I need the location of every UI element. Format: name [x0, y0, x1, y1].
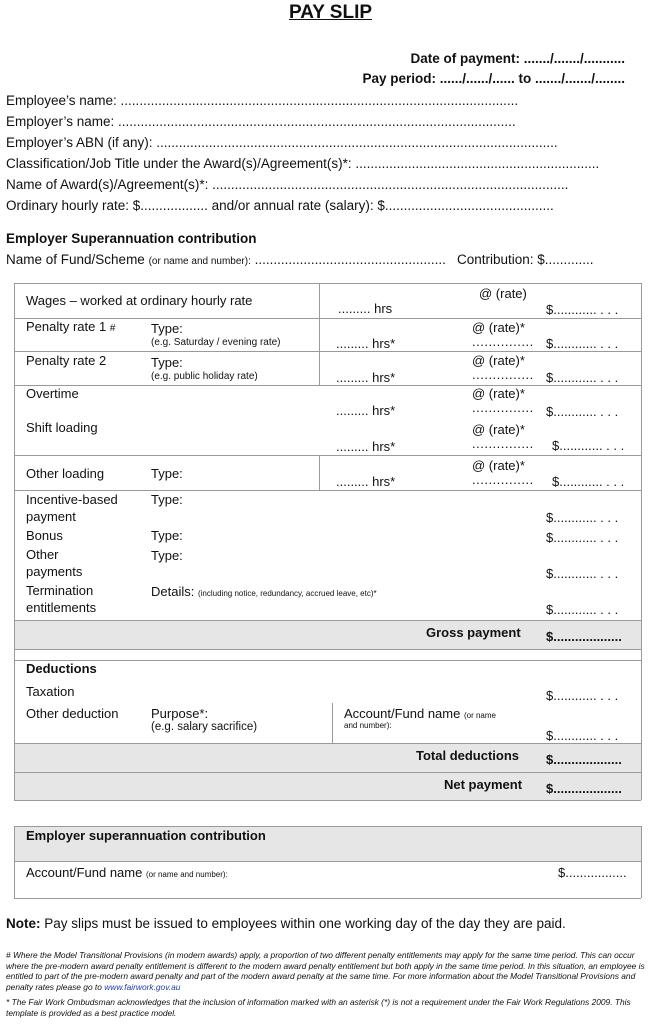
incentive-label: Incentive-based: [26, 492, 118, 507]
gross-payment-amount[interactable]: $...................: [546, 629, 622, 644]
incentive-label-2: payment: [26, 509, 76, 524]
page-title: PAY SLIP: [288, 2, 373, 23]
other-loading-type-field[interactable]: Type:: [151, 466, 183, 481]
purpose-example: (e.g. salary sacrifice): [151, 721, 258, 733]
note-text: Note: Pay slips must be issued to employees within one working day of the day they are paid.: [6, 916, 566, 931]
penalty2-rate-label: @ (rate)*: [472, 353, 525, 368]
penalty2-type-field[interactable]: Type:: [151, 355, 183, 370]
wages-rate-label: @ (rate): [479, 286, 527, 301]
other-loading-rate-field[interactable]: ...............: [472, 472, 534, 487]
overtime-rate-field[interactable]: ...............: [472, 400, 534, 415]
fund-scheme-field[interactable]: [6, 252, 446, 267]
bonus-type-field[interactable]: Type:: [151, 528, 183, 543]
overtime-hrs-field[interactable]: ......... hrs*: [336, 403, 396, 418]
deductions-heading: Deductions: [26, 661, 97, 676]
employee-name-field[interactable]: Employee’s name: ..........................................................................................................: [6, 93, 519, 108]
penalty1-type-field[interactable]: Type:: [151, 321, 183, 336]
wages-label: Wages – worked at ordinary hourly rate: [26, 293, 253, 308]
hourly-rate-field[interactable]: Ordinary hourly rate: $.................. and/or annual rate (salary): $.............................................: [6, 198, 554, 213]
contribution-field[interactable]: Contribution: $.............: [457, 252, 594, 267]
taxation-label: Taxation: [26, 684, 75, 699]
super-amount-field[interactable]: $.................: [558, 865, 627, 880]
total-deductions-amount[interactable]: $...................: [546, 752, 622, 767]
award-name-field[interactable]: Name of Award(s)/Agreement(s)*: ...............................................................................................: [6, 177, 569, 192]
termination-details-small: (including notice, redundancy, accrued leave, etc)*: [197, 589, 377, 598]
overtime-label: Overtime: [26, 386, 79, 401]
other-loading-hrs-field[interactable]: ......... hrs*: [336, 474, 396, 489]
account-small: (or name: [463, 711, 496, 720]
penalty2-rate-field[interactable]: ...............: [472, 367, 534, 382]
purpose-field[interactable]: Purpose*:: [151, 706, 209, 721]
other-deduction-label: Other deduction: [26, 706, 119, 721]
fairwork-link[interactable]: www.fairwork.gov.au: [104, 981, 181, 992]
footnote-hash: # Where the Model Transitional Provisions (in modern awards) apply, a proportion of two different penalty entitlements may apply for the same time period. This can occur where the pre-modern award penalty entitlement is different to the modern award penalty entitlement but both apply in the same time period. In this situation, an employee is entitled to part of the pre-modern award penalty and part of the modern award penalty at the same time. For more information about the Model Transitional Provisions and penalty rates please go to www.fairwork.gov.au: [6, 950, 645, 992]
penalty1-amount-field[interactable]: $............ . . .: [546, 336, 619, 351]
super-account-field[interactable]: Account/Fund name (or name and number):: [26, 865, 228, 880]
incentive-type-field[interactable]: Type:: [151, 492, 183, 507]
other-loading-label: Other loading: [26, 466, 105, 481]
other-payments-label-2: payments: [26, 564, 83, 579]
hash-mark: #: [109, 323, 116, 334]
bonus-label: Bonus: [26, 528, 63, 543]
penalty1-example: (e.g. Saturday / evening rate): [151, 337, 281, 348]
shift-loading-label: Shift loading: [26, 420, 98, 435]
other-loading-rate-label: @ (rate)*: [472, 458, 525, 473]
penalty2-label: Penalty rate 2: [26, 353, 107, 368]
total-deductions-label: Total deductions: [416, 748, 520, 763]
super-account-small: (or name and number):: [145, 870, 228, 879]
wages-hrs-field[interactable]: ......... hrs: [338, 301, 393, 316]
other-payments-label: Other: [26, 547, 59, 562]
account-small-2: and number):: [344, 721, 392, 730]
other-payments-type-field[interactable]: Type:: [151, 548, 183, 563]
gross-payment-label: Gross payment: [426, 625, 521, 640]
other-deduction-amount-field[interactable]: $............ . . .: [546, 728, 619, 743]
penalty1-rate-field[interactable]: ...............: [472, 334, 534, 349]
note-label: Note:: [6, 916, 41, 931]
termination-details-field[interactable]: Details: (including notice, redundancy, accrued leave, etc)*: [151, 584, 377, 599]
penalty2-hrs-field[interactable]: ......... hrs*: [336, 370, 396, 385]
super-heading: Employer Superannuation contribution: [6, 231, 257, 246]
fund-label: Name of Fund/Scheme: [6, 252, 145, 267]
termination-label: Termination: [26, 583, 94, 598]
bonus-amount-field[interactable]: $............ . . .: [546, 530, 619, 545]
penalty1-rate-label: @ (rate)*: [472, 320, 525, 335]
other-payments-amount-field[interactable]: $............ . . .: [546, 566, 619, 581]
penalty1-hrs-field[interactable]: ......... hrs*: [336, 336, 396, 351]
taxation-amount-field[interactable]: $............ . . .: [546, 688, 619, 703]
other-loading-amount-field[interactable]: $............ . . .: [552, 474, 625, 489]
termination-label-2: entitlements: [26, 600, 97, 615]
incentive-amount-field[interactable]: $............ . . .: [546, 510, 619, 525]
penalty1-label: Penalty rate 1 #: [26, 319, 116, 334]
termination-amount-field[interactable]: $............ . . .: [546, 602, 619, 617]
employer-super-heading: Employer superannuation contribution: [26, 828, 266, 843]
fund-small-label: (or name and number):: [148, 256, 251, 267]
shift-amount-field[interactable]: $............ . . .: [552, 438, 625, 453]
net-payment-label: Net payment: [444, 777, 523, 792]
shift-rate-label: @ (rate)*: [472, 422, 525, 437]
date-of-payment-field[interactable]: Date of payment: ......./......./...........: [410, 51, 625, 66]
wages-amount-field[interactable]: $............ . . .: [546, 302, 619, 317]
overtime-amount-field[interactable]: $............ . . .: [546, 404, 619, 419]
penalty2-amount-field[interactable]: $............ . . .: [546, 370, 619, 385]
employer-abn-field[interactable]: Employer’s ABN (if any): ...........................................................................................................: [6, 135, 558, 150]
classification-field[interactable]: Classification/Job Title under the Award(s)/Agreement(s)*: .................................................................: [6, 156, 600, 171]
overtime-rate-label: @ (rate)*: [472, 386, 525, 401]
employer-name-field[interactable]: Employer’s name: ..........................................................................................................: [6, 114, 516, 129]
shift-rate-field[interactable]: ...............: [472, 436, 534, 451]
account-fund-field[interactable]: Account/Fund name (or name: [344, 706, 496, 721]
penalty2-example: (e.g. public holiday rate): [151, 371, 258, 382]
fund-dots: ...................................................: [254, 252, 446, 267]
pay-period-field[interactable]: Pay period: ....../....../...... to ......./......./........: [362, 71, 625, 86]
footnote-star: * The Fair Work Ombudsman acknowledges that the inclusion of information marked with an asterisk (*) is not a requirement under the Fair Work Regulations 2009. This template is provided as a best practice model.: [6, 997, 631, 1018]
shift-hrs-field[interactable]: ......... hrs*: [336, 439, 396, 454]
net-payment-amount[interactable]: $...................: [546, 781, 622, 796]
